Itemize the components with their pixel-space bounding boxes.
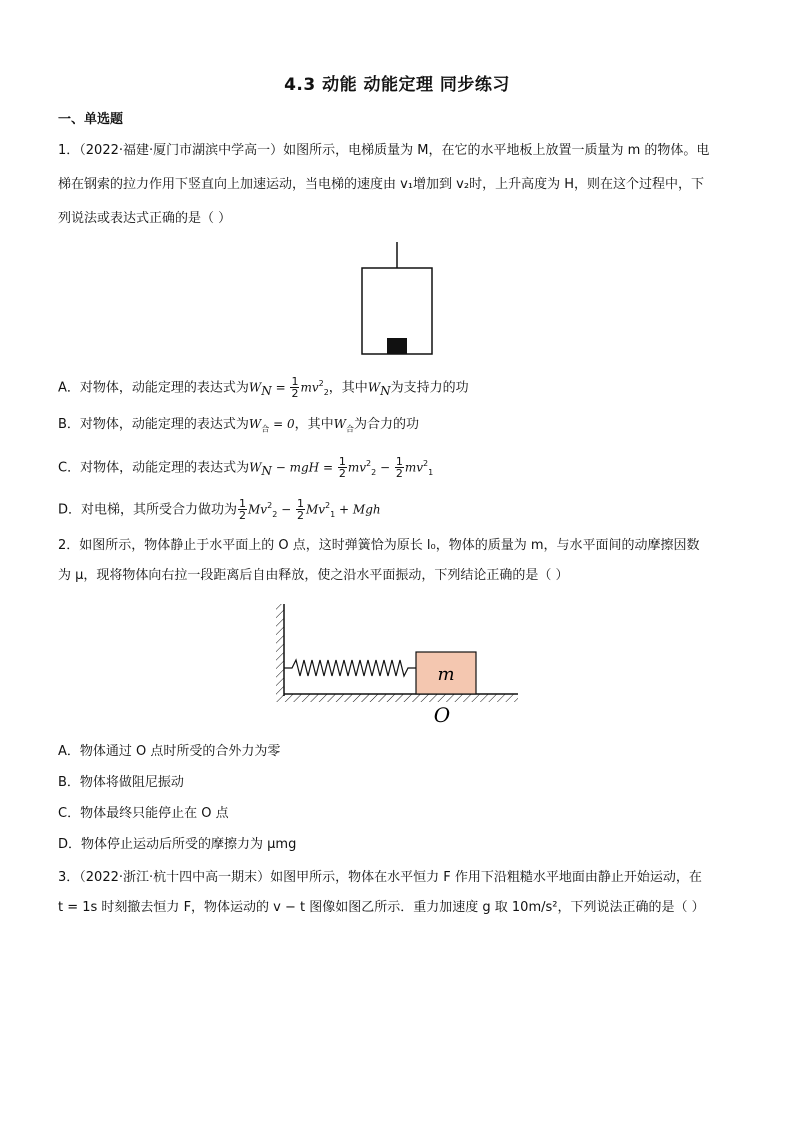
q3-line1: 3．（2022·浙江·杭十四中高一期末）如图甲所示，物体在水平恒力 F 作用下沿粗糙水平地面由静止开始运动，在 (58, 870, 702, 885)
q1-option-b[interactable]: B．对物体，动能定理的表达式为$W_合 = 0$，其中$W_合$为合力的功 (58, 417, 419, 434)
q1-option-a-w: W (248, 380, 262, 395)
elevator-figure (350, 238, 445, 358)
q1-option-d-text: D．对电梯，其所受合力做功为 (58, 502, 238, 518)
q2-option-a[interactable]: A．物体通过 O 点时所受的合外力为零 (58, 744, 281, 759)
q1-option-a-frac: $\frac{1}{2}$ (291, 375, 299, 401)
q2-line2: 为 μ，现将物体向右拉一段距离后自由释放，使之沿水平面振动，下列结论正确的是（ ） (58, 568, 569, 583)
q2-option-b[interactable]: B．物体将做阻尼振动 (58, 775, 184, 790)
q1-option-a-eq: = (271, 380, 290, 395)
origin-label: O (433, 703, 451, 727)
mass-label: m (437, 664, 455, 685)
q1-option-a-post2: 为支持力的功 (390, 380, 469, 396)
q1-option-c-text: C．对物体，动能定理的表达式为 (58, 460, 250, 476)
q1-line1: 1．（2022·福建·厦门市湖滨中学高一）如图所示，电梯质量为 M，在它的水平地板上放置一质量为 m 的物体。电 (58, 143, 710, 158)
page-title: 4.3 动能 动能定理 同步练习 (284, 75, 510, 95)
q1-option-a[interactable]: A．对物体，动能定理的表达式为$W_N$ = $\frac{1}{2}$ $mv^2_2$，其中$W_N$为支持力的功 (58, 375, 469, 401)
q3-line2: t = 1s 时刻撤去恒力 F，物体运动的 v − t 图像如图乙所示．重力加速度 g 取 10m/s²，下列说法正确的是（ ） (58, 900, 705, 915)
q2-option-d[interactable]: D．物体停止运动后所受的摩擦力为 μmg (58, 837, 297, 852)
q1-line2: 梯在钢索的拉力作用下竖直向上加速运动，当电梯的速度由 v₁增加到 v₂时，上升高度为 H，则在这个过程中，下 (58, 177, 704, 192)
q2-option-c[interactable]: C．物体最终只能停止在 O 点 (58, 806, 229, 821)
q1-option-a-post: ，其中 (328, 380, 368, 396)
q1-option-c[interactable]: C．对物体，动能定理的表达式为$W_N$ − mgH = $\frac{1}{2}$ $mv^2_2$ − $\frac{1}{2}$ $mv^2_1$ (58, 455, 434, 481)
q1-option-a-sub: N (261, 383, 272, 398)
q1-line3: 列说法或表达式正确的是（ ） (58, 211, 232, 226)
q1-option-a-mv: mv (300, 380, 319, 395)
q1-option-a-text: A．对物体，动能定理的表达式为 (58, 380, 249, 396)
q1-option-b-text: B．对物体，动能定理的表达式为 (58, 417, 249, 432)
q1-option-d[interactable]: D．对电梯，其所受合力做功为 $\frac{1}{2}$ $Mv^2_2$ − $\frac{1}{2}$ $Mv^2_1$ + Mgh (58, 497, 381, 523)
section-heading: 一、单选题 (58, 112, 124, 127)
q2-line1: 2．如图所示，物体静止于水平面上的 O 点，这时弹簧恰为原长 l₀，物体的质量为 m，与水平面间的动摩擦因数 (58, 538, 700, 553)
spring-block-figure (268, 600, 528, 730)
